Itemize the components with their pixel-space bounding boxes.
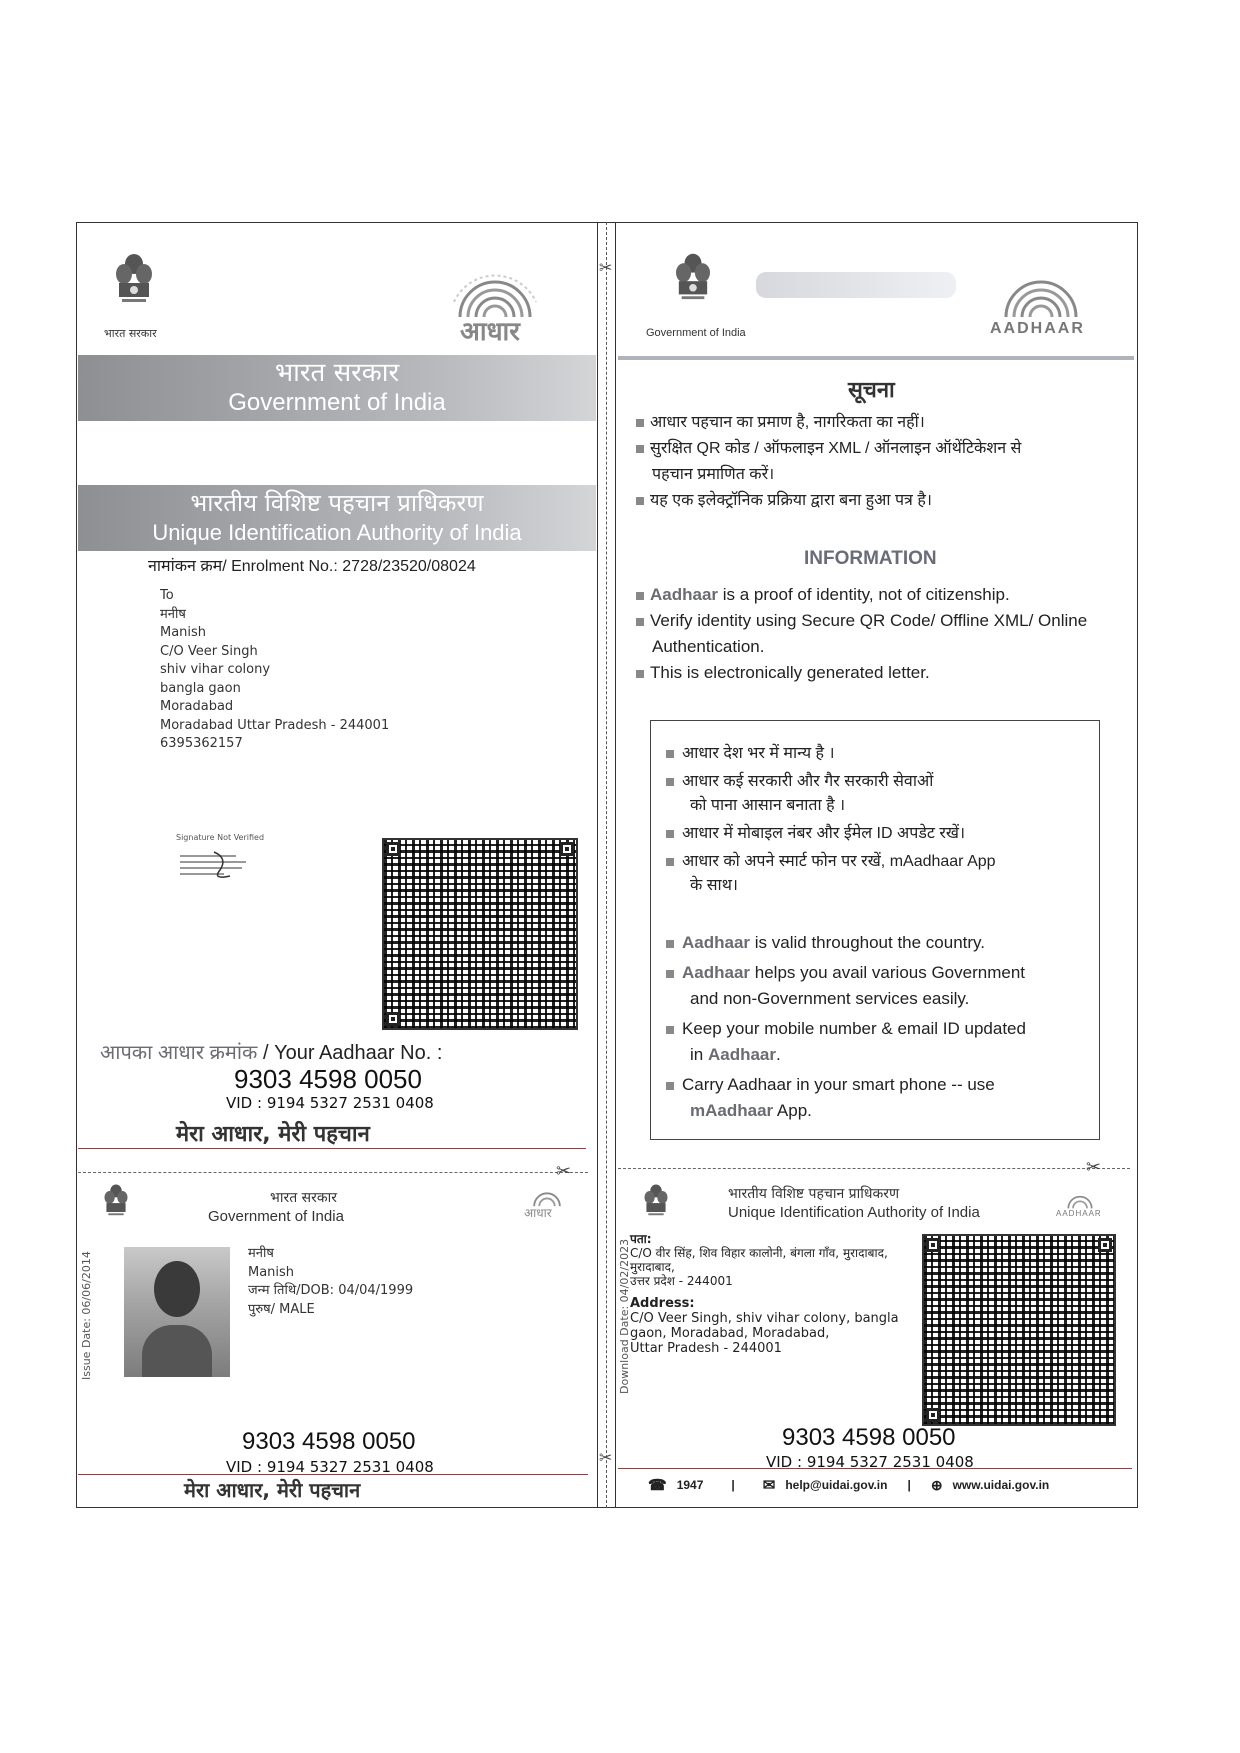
card-holder-details [248,1245,413,1319]
address-line: To [160,588,174,603]
right-divider [615,222,616,1508]
address-hindi [630,1232,888,1288]
address-line: उत्तर प्रदेश - 244001 [630,1274,733,1288]
info-text: Verify identity using Secure QR Code/ Offline XML/ Online [650,611,1088,630]
card-gov-hi: भारत सरकार [270,1190,337,1206]
list-item [636,462,1021,488]
info-box-hindi [666,742,996,898]
box-text: App. [773,1101,812,1120]
government-banner [78,355,596,421]
list-item [636,410,1021,436]
cut-line-horizontal [618,1168,1130,1169]
list-item [666,850,996,874]
notice-text: आधार पहचान का प्रमाण है, नागरिकता का नहीं। [650,414,925,431]
address-line: bangla gaon [160,680,241,696]
address-line: मनीष [160,606,186,622]
globe-icon: ⊕ [930,1476,943,1493]
download-date: Download Date: 04/02/2023 [618,1238,631,1394]
email-address: help@uidai.gov.in [785,1478,888,1492]
list-item [636,582,1087,608]
information-list [636,582,1087,686]
qr-code [382,838,578,1030]
name-hi: मनीष [248,1246,274,1261]
website: www.uidai.gov.in [952,1478,1050,1492]
scissors-icon: ✂ [1086,1157,1102,1178]
national-emblem-icon [110,250,158,322]
aadhaar-logo-text: आधार [524,1206,552,1220]
aadhaar-word: Aadhaar [682,933,751,952]
tagline: मेरा आधार, मेरी पहचान [176,1122,370,1147]
box-text: helps you avail various Government [750,963,1026,982]
aadhaar-number-label [100,1038,442,1065]
list-item [666,930,1026,956]
vid-number: VID : 9194 5327 2531 0408 [226,1094,434,1112]
qr-code [922,1234,1116,1426]
aadhaar-logo-text: AADHAAR [1056,1209,1102,1218]
phone-number: 1947 [676,1478,704,1492]
notice-text: यह एक इलेक्ट्रॉनिक प्रक्रिया द्वारा बना हुआ पत्र है। [650,492,932,509]
divider [78,1148,586,1149]
enrolment-label: नामांकन क्रम/ Enrolment No.: [148,558,338,575]
scissors-icon: ✂ [599,1448,613,1467]
aadhaar-word: Aadhaar [707,1045,776,1064]
box-text: आधार को अपने स्मार्ट फोन पर रखें, mAadhaar App [682,853,996,870]
card-auth-hi: भारतीय विशिष्ट पहचान प्राधिकरण [728,1186,900,1202]
list-item [666,742,996,766]
box-text: . [776,1045,781,1064]
list-item [636,436,1021,462]
national-emblem-icon [640,1182,672,1228]
box-text: आधार में मोबाइल नंबर और ईमेल ID अपडेट रखें। [682,825,966,842]
list-item [666,1042,1026,1068]
cut-line-horizontal [78,1172,588,1173]
address-label: Address: [630,1296,695,1311]
card-auth-en: Unique Identification Authority of India [728,1204,980,1221]
address-label: पता: [630,1232,652,1246]
address-line: C/O वीर सिंह, शिव विहार कालोनी, बंगला गाँव, मुरादाबाद, [630,1246,888,1260]
left-divider [597,222,598,1508]
box-text: को पाना आसान बनाता है । [690,797,846,814]
notice-text: सुरक्षित QR कोड / ऑफलाइन XML / ऑनलाइन ऑथेंटिकेशन से [650,440,1022,457]
emblem-caption: Government of India [646,327,746,339]
list-item [666,770,996,794]
list-item [666,874,996,898]
national-emblem-icon [100,1182,132,1228]
box-text: आधार कई सरकारी और गैर सरकारी सेवाओं [682,773,934,790]
address-english [630,1296,899,1356]
box-text: in [690,1045,708,1064]
box-text: and non-Government services easily. [690,989,970,1008]
address-line: 6395362157 [160,736,243,751]
aadhaar-number: 9303 4598 0050 [234,1064,422,1094]
address-line: gaon, Moradabad, Moradabad, [630,1326,830,1341]
information-title: INFORMATION [804,548,937,569]
box-text: आधार देश भर में मान्य है । [682,745,835,762]
address-line: C/O Veer Singh, shiv vihar colony, bangla [630,1311,899,1326]
divider [78,1474,588,1475]
list-item [666,1016,1026,1042]
address-line: Moradabad Uttar Pradesh - 244001 [160,717,390,733]
aadhaar-label-en: / Your Aadhaar No. : [262,1042,443,1064]
signature-status: Signature Not Verified [176,833,265,842]
address-line: मुरादाबाद, [630,1260,675,1274]
uidai-banner-en: Unique Identification Authority of India [152,520,522,545]
national-emblem-icon [670,250,716,318]
banner-hi: भारत सरकार [274,358,400,388]
box-text: is valid throughout the country. [750,933,986,952]
list-item [636,660,1087,686]
card-tagline: मेरा आधार, मेरी पहचान [184,1478,361,1502]
enrolment-number [148,554,476,576]
uidai-banner-hi: भारतीय विशिष्ट पहचान प्राधिकरण [190,489,484,517]
enrolment-value: 2728/23520/08024 [342,558,476,575]
list-item [636,608,1087,634]
info-text: Authentication. [652,637,765,656]
issue-date: Issue Date: 06/06/2014 [80,1251,93,1380]
separator: | [731,1478,735,1492]
list-item [666,1098,1026,1124]
notice-title: सूचना [848,378,895,403]
redacted-area [756,272,956,298]
info-text: is a proof of identity, not of citizenship. [718,585,1010,604]
list-item [636,488,1021,514]
list-item [636,634,1087,660]
list-item [666,960,1026,986]
list-item [666,986,1026,1012]
digital-signature-mark [176,848,266,882]
holder-photo [124,1247,230,1377]
gender: पुरुष/ MALE [248,1301,315,1317]
cut-line [606,222,607,1508]
card-aadhaar-number: 9303 4598 0050 [782,1424,956,1451]
aadhaar-logo-text: आधार [460,317,520,347]
card-vid-number: VID : 9194 5327 2531 0408 [766,1453,974,1471]
aadhaar-logo-icon [1058,1190,1102,1210]
list-item [666,794,996,818]
address-line: Uttar Pradesh - 244001 [630,1341,782,1356]
scissors-icon: ✂ [556,1161,572,1182]
contact-footer [648,1476,1049,1494]
card-vid-number: VID : 9194 5327 2531 0408 [226,1458,434,1476]
box-text: Keep your mobile number & email ID updated [682,1019,1026,1038]
recipient-address [160,587,389,754]
aadhaar-logo-text: AADHAAR [990,320,1085,337]
divider [618,1468,1132,1469]
scissors-icon: ✂ [599,258,613,277]
aadhaar-logo-icon [986,262,1096,322]
card-aadhaar-number: 9303 4598 0050 [242,1428,416,1455]
address-line: Moradabad [160,699,234,714]
card-gov-en: Government of India [208,1208,344,1225]
date-of-birth: जन्म तिथि/DOB: 04/04/1999 [248,1283,414,1298]
address-line: shiv vihar colony [160,662,271,677]
uidai-banner [78,485,596,551]
address-line: C/O Veer Singh [160,643,258,659]
aadhaar-word: Aadhaar [650,585,719,604]
list-item [666,822,996,846]
divider [618,356,1134,360]
info-text: This is electronically generated letter. [650,663,930,682]
aadhaar-word: mAadhaar [690,1101,774,1120]
list-item [666,1072,1026,1098]
address-line: Manish [160,625,207,640]
info-box-english [666,930,1026,1124]
name-en: Manish [248,1264,295,1280]
emblem-caption: भारत सरकार [104,327,157,340]
aadhaar-word: Aadhaar [682,963,751,982]
box-text: के साथ। [690,877,738,894]
notice-list [636,410,1021,514]
banner-en: Government of India [228,389,446,416]
email-icon: ✉ [762,1477,776,1494]
box-text: Carry Aadhaar in your smart phone -- use [682,1075,995,1094]
aadhaar-label-hi: आपका आधार क्रमांक [100,1042,258,1064]
separator: | [907,1478,911,1492]
phone-icon: ☎ [648,1477,667,1494]
notice-text: पहचान प्रमाणित करें। [652,466,775,483]
